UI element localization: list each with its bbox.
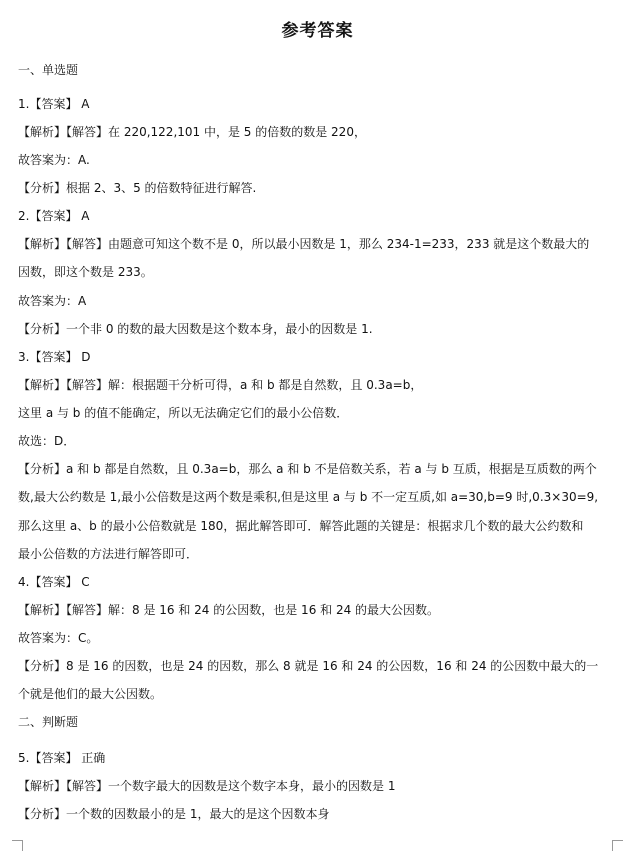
section-heading-true-false: 二、判断题 [18,715,79,729]
crop-mark [612,840,623,851]
crop-mark [12,840,23,851]
analysis-line: 【分析】一个非 0 的数的最大因数是这个数本身，最小的因数是 1. [18,322,373,336]
explanation-line: 这里 a 与 b 的值不能确定，所以无法确定它们的最小公倍数． [18,406,349,420]
explanation-line: 【解析】【解答】解：8 是 16 和 24 的公因数，也是 16 和 24 的最大公因数。 [18,603,440,617]
explanation-line: 因数，即这个数是 233。 [18,265,153,279]
analysis-line: 最小公倍数的方法进行解答即可． [18,547,199,561]
answer-line-q1: 1.【答案】 A [18,97,90,111]
page-title: 参考答案 [281,21,354,41]
conclusion-line: 故答案为：A. [18,153,90,167]
analysis-line: 【分析】8 是 16 的因数，也是 24 的因数，那么 8 就是 16 和 24 的公因数，16 和 24 的公因数中最大的一 [18,659,599,673]
analysis-line: 【分析】根据 2、3、5 的倍数特征进行解答. [18,181,257,195]
conclusion-line: 故选：D． [18,434,76,448]
analysis-line: 个就是他们的最大公因数。 [18,687,163,701]
conclusion-line: 故答案为：A [18,294,87,308]
answer-line-q3: 3.【答案】 D [18,350,91,364]
explanation-line: 【解析】【解答】由题意可知这个数不是 0，所以最小因数是 1，那么 234-1=233，233 就是这个数最大的 [18,237,590,251]
analysis-line: 【分析】a 和 b 都是自然数，且 0.3a=b，那么 a 和 b 不是倍数关系，若 a 与 b 互质，根据是互质数的两个 [18,462,597,476]
answer-line-q4: 4.【答案】 C [18,575,90,589]
explanation-line: 【解析】【解答】解：根据题干分析可得，a 和 b 都是自然数，且 0.3a=b， [18,378,423,392]
answer-line-q2: 2.【答案】 A [18,209,90,223]
analysis-line: 【分析】一个数的因数最小的是 1，最大的是这个因数本身 [18,807,330,821]
analysis-line: 那么这里 a、b 的最小公倍数就是 180，据此解答即可．解答此题的关键是：根据求几个数的最大公约数和 [18,519,584,533]
analysis-line: 数,最大公约数是 1,最小公倍数是这两个数是乘积,但是这里 a 与 b 不一定互质,如 a=30,b=9 时,0.3×30=9, [18,490,599,504]
answer-line-q5: 5.【答案】 正确 [18,751,106,765]
explanation-line: 【解析】【解答】在 220,122,101 中，是 5 的倍数的数是 220， [18,125,366,139]
section-heading-single-choice: 一、单选题 [18,63,79,77]
conclusion-line: 故答案为：C。 [18,631,99,645]
explanation-line: 【解析】【解答】一个数字最大的因数是这个数字本身，最小的因数是 1 [18,779,396,793]
